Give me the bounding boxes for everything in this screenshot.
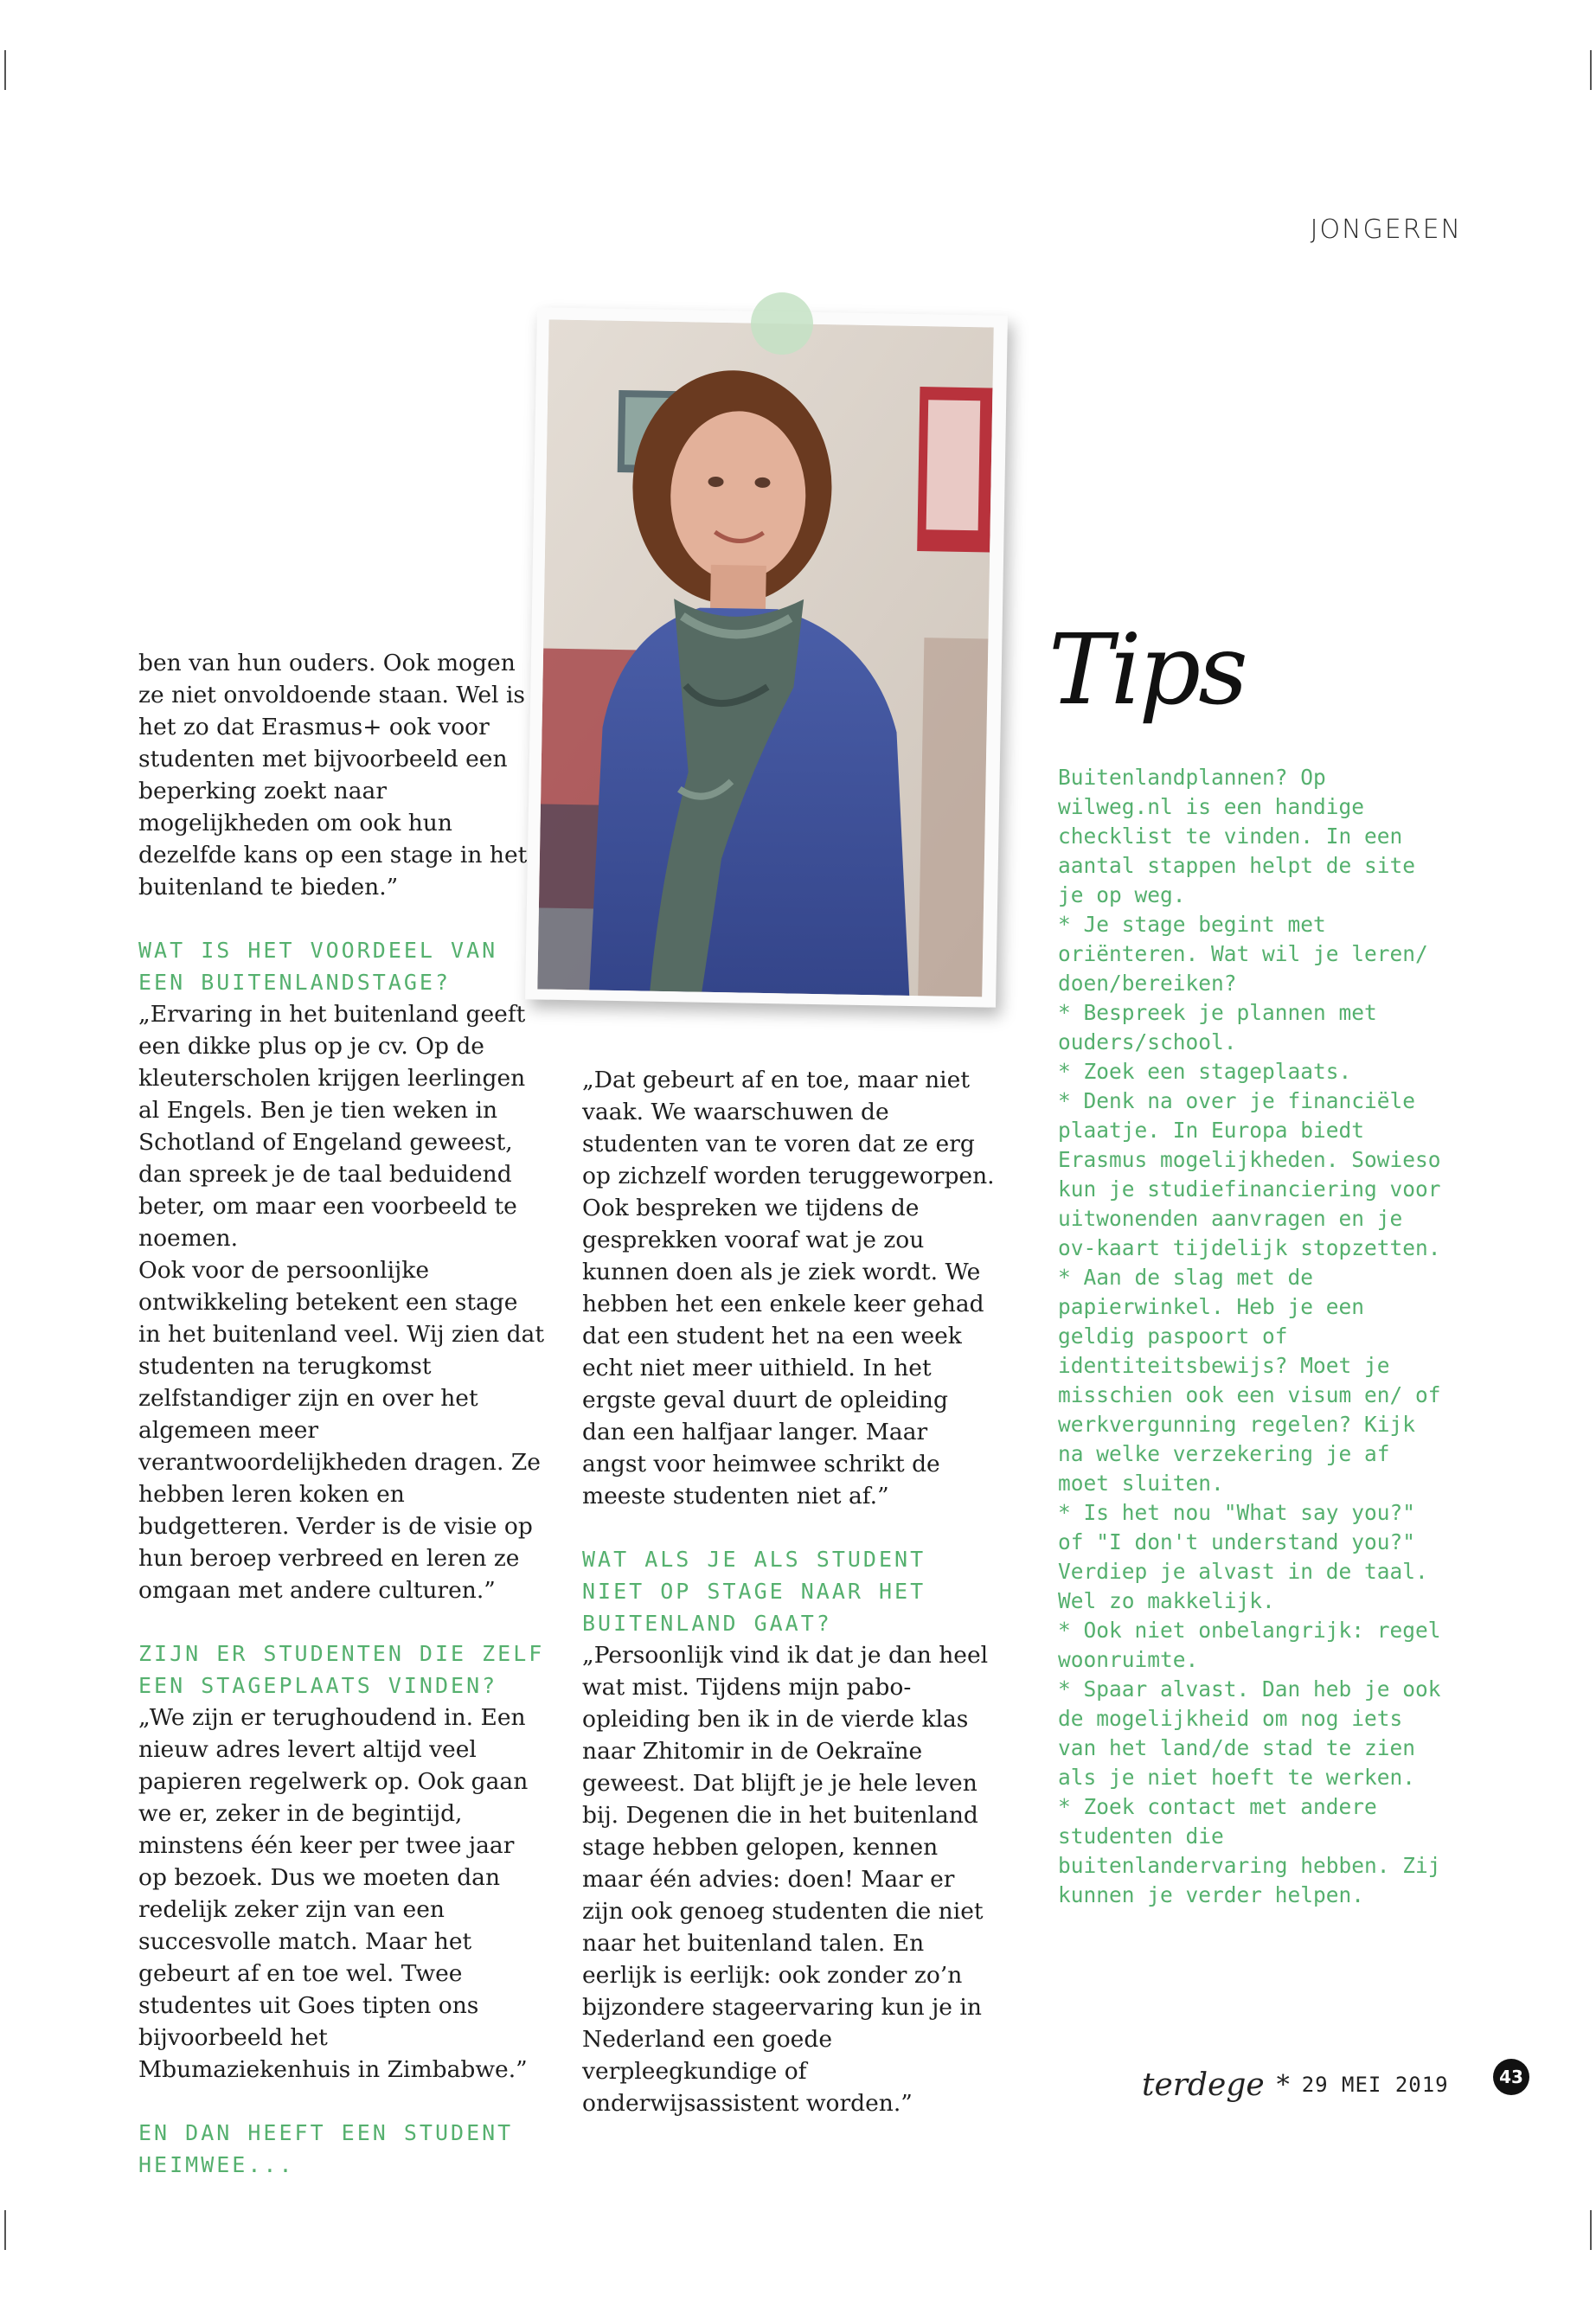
tip-item: * Denk na over je financiële plaatje. In Europa biedt Erasmus mogelijkheden. Sowieso kun je studiefinanciering voor uitwonenden aanvragen en je ov-kaart tijdelijk stopzetten.: [1058, 1088, 1441, 1260]
article-column-2: [582, 1064, 997, 2119]
tips-box: [1058, 763, 1447, 1910]
question-heading: EN DAN HEEFT EEN STUDENT HEIMWEE...: [138, 2120, 514, 2177]
paragraph: „We zijn er terughoudend in. Een nieuw adres levert altijd veel papieren regelwerk op. Ook gaan we er, zeker in de begintijd, minstens één keer per twee jaar op bezoek. Dus we moeten dan redelijk zeker zijn van een succesvolle match. Maar het gebeurt af en toe wel. Twee studentes uit Goes tipten ons bijvoorbeeld het Mbumaziekenhuis in Zimbabwe.”: [138, 1704, 529, 2083]
tips-intro: Buitenlandplannen? Op wilweg.nl is een handige checklist te vinden. In een aantal stappen helpt de site je op weg.: [1058, 765, 1416, 907]
tips-title: Tips: [1048, 614, 1246, 727]
article-column-1: [138, 647, 545, 2181]
tip-item: * Zoek contact met andere studenten die buitenlandervaring hebben. Zij kunnen je verder helpen.: [1058, 1794, 1441, 1907]
question-heading: WAT IS HET VOORDEEL VAN EEN BUITENLANDSTAGE?: [138, 938, 498, 995]
crop-mark-top-right: [1590, 50, 1592, 90]
tip-item: * Zoek een stageplaats.: [1058, 1059, 1352, 1084]
section-label: JONGEREN: [1310, 215, 1462, 245]
tip-item: * Bespreek je plannen met ouders/school.: [1058, 1000, 1377, 1054]
tape-dot: [751, 292, 813, 355]
crop-mark-bottom-left: [4, 2210, 6, 2250]
crop-mark-bottom-right: [1590, 2210, 1592, 2250]
portrait-photo: [537, 320, 993, 997]
tip-item: * Spaar alvast. Dan heb je ook de mogelijkheid om nog iets van het land/de stad te zien als je niet hoeft te werken.: [1058, 1676, 1441, 1790]
star-icon: *: [1276, 2069, 1290, 2100]
paragraph: „Ervaring in het buitenland geeft een dikke plus op je cv. Op de kleuterscholen krijgen leerlingen al Engels. Ben je tien weken in Schotland of Engeland geweest, dan spreek je de taal beduidend beter, om maar een voorbeeld te noemen.: [138, 1001, 526, 1252]
issue-date: 29 MEI 2019: [1301, 2073, 1449, 2097]
tip-item: * Je stage begint met oriënteren. Wat wil je leren/ doen/bereiken?: [1058, 912, 1428, 996]
magazine-logo: terdege: [1142, 2067, 1265, 2103]
portrait-photo-frame: [525, 307, 1008, 1007]
paragraph: ben van hun ouders. Ook mogen ze niet onvoldoende staan. Wel is het zo dat Erasmus+ ook voor studenten met bijvoorbeeld een beperking zoekt naar mogelijkheden om ook hun dezelfde kans op een stage in het buitenland te bieden.”: [138, 650, 528, 901]
page-footer: [1142, 2063, 1488, 2106]
paragraph: „Persoonlijk vind ik dat je dan heel wat mist. Tijdens mijn pabo-opleiding ben ik in de vierde klas naar Zhitomir in de Oekraïne geweest. Dat blijft je je hele leven bij. Degenen die in het buitenland stage hebben gelopen, kennen maar één advies: doen! Maar er zijn ook genoeg studenten die niet naar het buitenland talen. En eerlijk is eerlijk: ook zonder zo’n bijzondere stageervaring kun je in Nederland een goede verpleegkundige of onderwijsassistent worden.”: [582, 1642, 989, 2117]
tip-item: * Ook niet onbelangrijk: regel woonruimte.: [1058, 1618, 1441, 1672]
question-heading: ZIJN ER STUDENTEN DIE ZELF EEN STAGEPLAATS VINDEN?: [138, 1641, 545, 1698]
paragraph: Ook voor de persoonlijke ontwikkeling betekent een stage in het buitenland veel. Wij zien dat studenten na terugkomst zelfstandiger zijn en over het algemeen meer verantwoordelijkheden dragen. Ze hebben leren koken en budgetteren. Verder is de visie op hun beroep verbreed en leren ze omgaan met andere culturen.”: [138, 1257, 544, 1604]
page-number: 43: [1493, 2059, 1529, 2095]
tip-item: * Aan de slag met de papierwinkel. Heb je een geldig paspoort of identiteitsbewijs? Moet je misschien ook een visum en/ of werkvergunning regelen? Kijk na welke verzekering je af moet sluiten.: [1058, 1265, 1441, 1496]
question-heading: WAT ALS JE ALS STUDENT NIET OP STAGE NAAR HET BUITENLAND GAAT?: [582, 1547, 926, 1636]
tip-item: * Is het nou "What say you?" of "I don't understand you?" Verdiep je alvast in de taal. Wel zo makkelijk.: [1058, 1500, 1428, 1613]
paragraph: „Dat gebeurt af en toe, maar niet vaak. We waarschuwen de studenten van te voren dat ze erg op zichzelf worden teruggeworpen. Ook bespreken we tijdens de gesprekken vooraf wat je zou kunnen doen als je ziek wordt. We hebben het een enkele keer gehad dat een student het na een week echt niet meer uithield. In het ergste geval duurt de opleiding dan een halfjaar langer. Maar angst voor heimwee schrikt de meeste studenten niet af.”: [582, 1067, 995, 1509]
crop-mark-top-left: [4, 50, 6, 90]
